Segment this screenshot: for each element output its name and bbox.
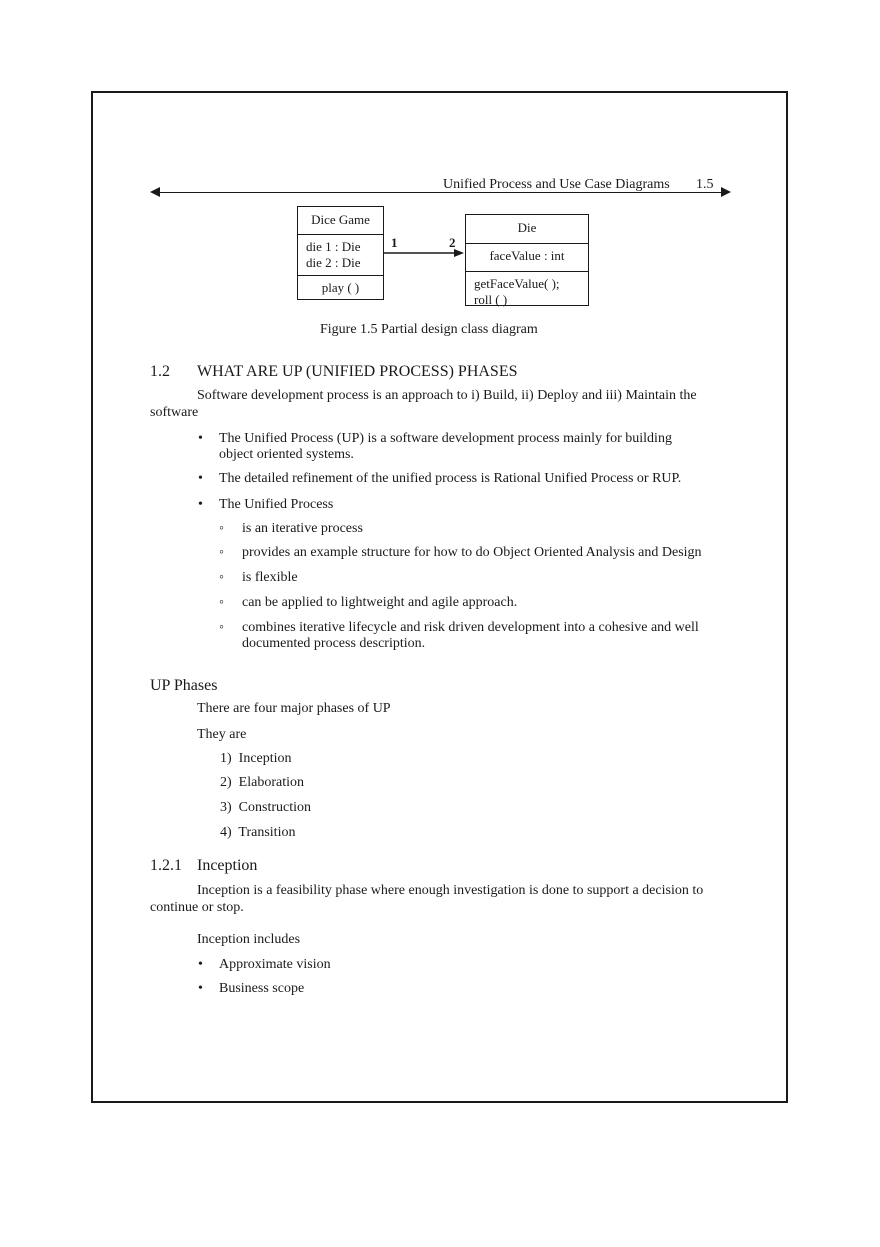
bullet-1-line-1: The Unified Process (UP) is a software development process mainly for building — [219, 431, 672, 446]
op-getfacevalue: getFaceValue( ); — [474, 276, 560, 291]
attr-die1: die 1 : Die — [306, 239, 361, 254]
sub-bullet-3: is flexible — [242, 570, 298, 585]
inception-para-line-2: continue or stop. — [150, 900, 244, 915]
bullet-3: The Unified Process — [219, 497, 334, 512]
inception-para-line-1: Inception is a feasibility phase where enough investigation is done to support a decision to — [197, 883, 704, 898]
class-die — [465, 214, 589, 306]
sub-bullet-symbol: ◦ — [219, 570, 224, 585]
sub-bullet-4: can be applied to lightweight and agile approach. — [242, 595, 518, 610]
phase-item: 2) Elaboration — [220, 775, 304, 790]
phase-item: 4) Transition — [220, 825, 296, 840]
multiplicity-left: 1 — [391, 235, 398, 250]
bullet-1-line-2: object oriented systems. — [219, 447, 354, 462]
op-roll: roll ( ) — [474, 292, 508, 307]
bullet-symbol: • — [198, 431, 203, 446]
intro-line-2: software — [150, 405, 199, 420]
class-die-attribute: faceValue : int — [466, 243, 588, 271]
bullet-2: The detailed refinement of the unified process is Rational Unified Process or RUP. — [219, 471, 682, 486]
bullet-symbol: • — [198, 981, 203, 996]
sub-bullet-symbol: ◦ — [219, 521, 224, 536]
up-phases-line-1: There are four major phases of UP — [197, 701, 391, 716]
page-number: 1.5 — [696, 177, 714, 192]
bullet-symbol: • — [198, 957, 203, 972]
header-arrow-right — [721, 187, 731, 197]
sub-bullet-2: provides an example structure for how to do Object Oriented Analysis and Design — [242, 545, 702, 560]
bullet-symbol: • — [198, 471, 203, 486]
inception-bullet-1: Approximate vision — [219, 957, 331, 972]
subsection-number: 1.2.1 — [150, 857, 182, 874]
class-dice-game-attributes — [298, 234, 383, 275]
section-number: 1.2 — [150, 363, 170, 380]
inception-includes: Inception includes — [197, 932, 301, 947]
running-title: Unified Process and Use Case Diagrams — [443, 177, 670, 192]
phase-item: 3) Construction — [220, 800, 311, 815]
figure-caption: Figure 1.5 Partial design class diagram — [320, 322, 538, 337]
subsection-title: Inception — [197, 857, 258, 874]
class-dice-game — [297, 206, 384, 300]
sub-bullet-symbol: ◦ — [219, 620, 224, 635]
inception-bullet-2: Business scope — [219, 981, 305, 996]
phase-item: 1) Inception — [220, 751, 292, 766]
class-dice-game-name: Dice Game — [311, 212, 370, 227]
class-die-ops — [466, 271, 588, 312]
sub-bullet-5-line-2: documented process description. — [242, 636, 426, 651]
sub-bullet-symbol: ◦ — [219, 545, 224, 560]
attr-die2: die 2 : Die — [306, 255, 361, 270]
sub-bullet-5-line-1: combines iterative lifecycle and risk driven development into a cohesive and well — [242, 620, 699, 635]
bullet-symbol: • — [198, 497, 203, 512]
sub-bullet-1: is an iterative process — [242, 521, 363, 536]
class-dice-game-op: play ( ) — [298, 275, 383, 300]
up-phases-line-2: They are — [197, 727, 247, 742]
multiplicity-right: 2 — [449, 235, 456, 250]
up-phases-heading: UP Phases — [150, 677, 218, 694]
intro-line-1: Software development process is an approach to i) Build, ii) Deploy and iii) Maintain the — [197, 388, 697, 403]
class-die-name: Die — [517, 220, 537, 235]
section-title: WHAT ARE UP (UNIFIED PROCESS) PHASES — [197, 363, 518, 380]
sub-bullet-symbol: ◦ — [219, 595, 224, 610]
